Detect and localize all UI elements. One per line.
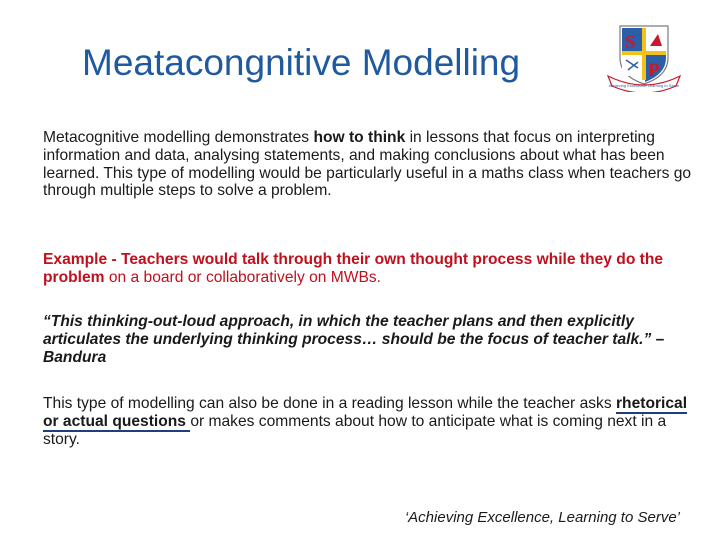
reading-lesson-paragraph: This type of modelling can also be done in a reading lesson while the teacher asks rhetorical or actual questions or makes comments about how to anticipate what is coming next in a story.: [43, 395, 688, 448]
school-crest-icon: [604, 24, 684, 92]
rhetorical-questions-emphasis: rhetorical or actual questions: [43, 395, 688, 430]
crest-ribbon-text: Achieving Excellence Learning to Serve: [608, 83, 680, 88]
how-to-think-emphasis: how to think: [313, 129, 406, 146]
slide-title: Meatacongnitive Modelling: [82, 42, 521, 83]
intro-paragraph: Metacognitive modelling demonstrates how to think in lessons that focus on interpreting information and data, analysing statements, and making conclusions about what has been learned. This type of modelling would be particularly useful in a maths class when teachers go through multiple steps to solve a problem.: [43, 129, 692, 200]
example-paragraph: Example - Teachers would talk through their own thought process while they do the problem on a board or collaboratively on MWBs.: [43, 251, 664, 286]
crest-right-letter: P: [648, 60, 660, 81]
bandura-quote: “This thinking-out-loud approach, in which the teacher plans and then explicitly articulates the underlying thinking process… should be the focus of teacher talk.” – Bandura: [43, 313, 665, 366]
school-motto: ‘Achieving Excellence, Learning to Serve’: [404, 509, 680, 526]
crest-left-letter: S: [625, 32, 636, 53]
